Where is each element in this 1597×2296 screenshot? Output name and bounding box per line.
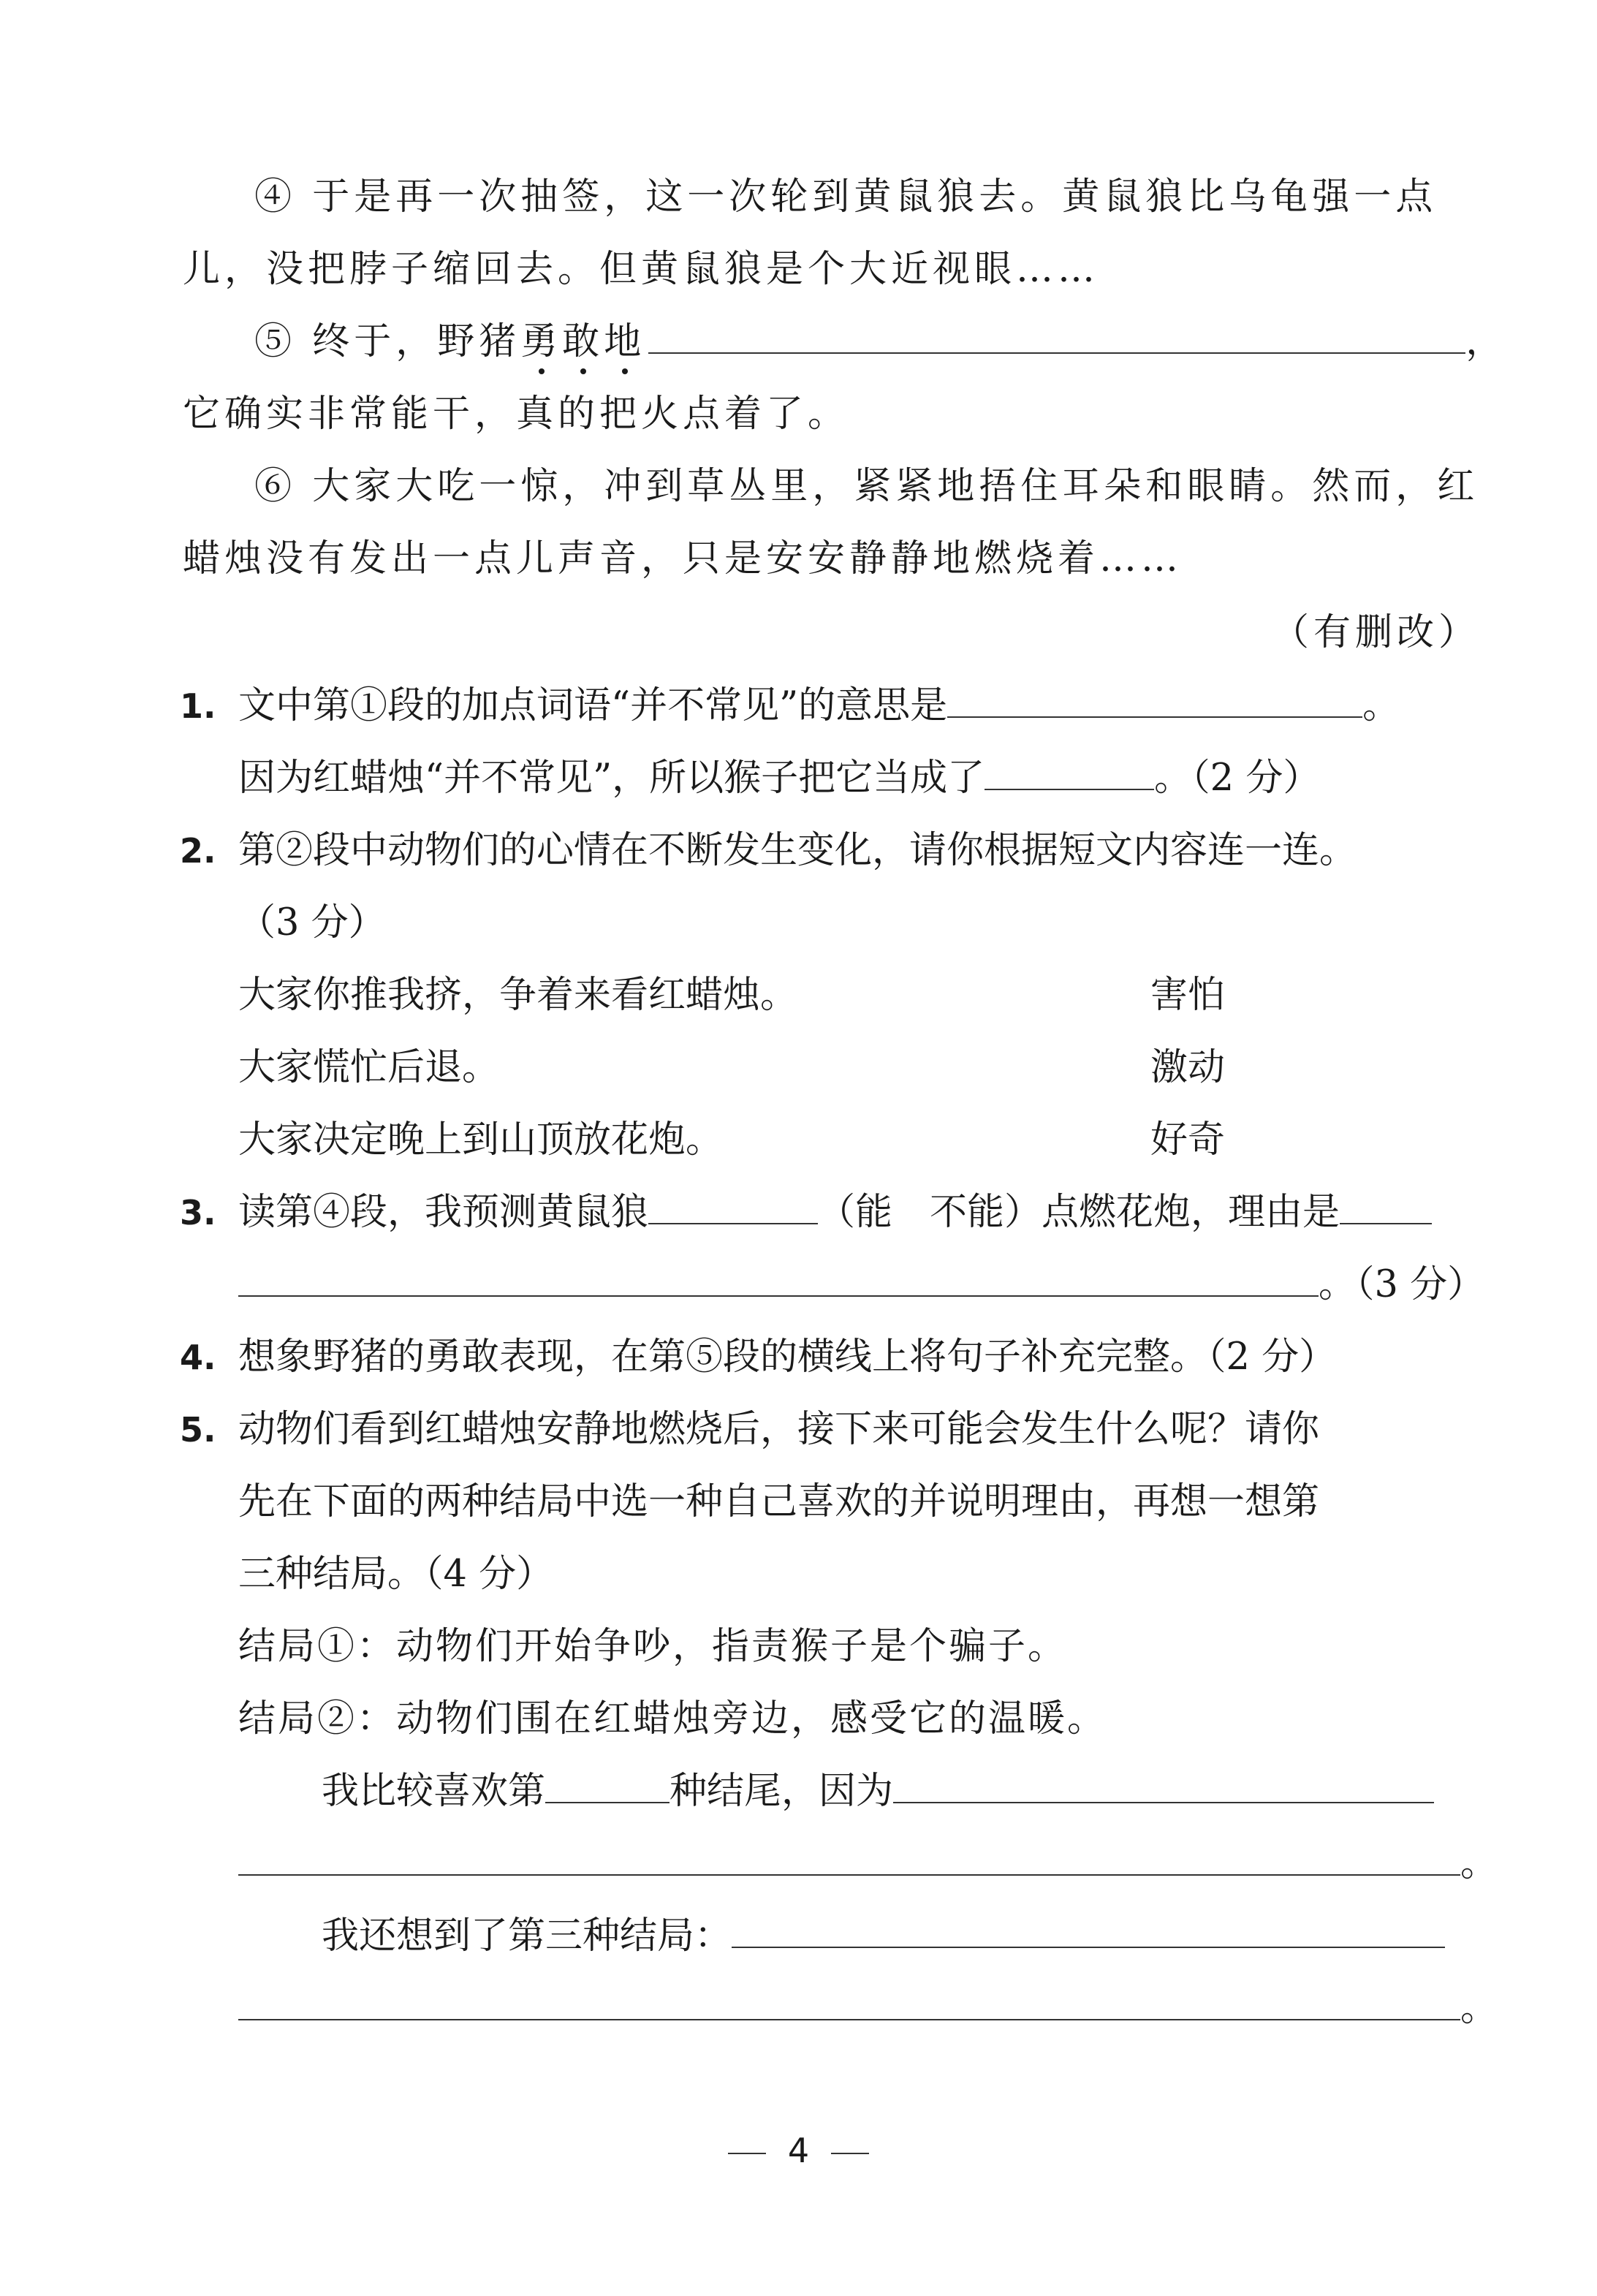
- emphasis-dot-char: 勇: [520, 320, 563, 363]
- question-3-score: 。（3 分）: [1319, 1263, 1485, 1306]
- footer-dash-left: [728, 2153, 766, 2154]
- match-left-item[interactable]: 大家慌忙后退。: [238, 1046, 500, 1089]
- question-5-prompt-1: [322, 1770, 1434, 1814]
- question-2-score: （3 分）: [238, 901, 386, 944]
- question-1-text-2: 因为红蜡烛“并不常见”，所以猴子把它当成了: [238, 757, 985, 800]
- prompt-1-text-2: 种结尾，因为: [669, 1770, 894, 1813]
- answer-blank-q5-reason[interactable]: [893, 1770, 1434, 1803]
- prompt-2-text: 我还想到了第三种结局：: [322, 1914, 732, 1958]
- emphasis-dot-char: 地: [604, 320, 646, 363]
- question-5-line-2: 先在下面的两种结局中选一种自己喜欢的并说明理由，再想一想第: [238, 1480, 1320, 1523]
- match-right-item[interactable]: 好奇: [1150, 1118, 1226, 1162]
- question-5-number: 5.: [180, 1410, 216, 1450]
- passage-paragraph-5-line-2: 它确实非常能干，真的把火点着了。: [183, 393, 850, 436]
- question-3-line-2: [238, 1263, 1484, 1307]
- question-3-line-1: [238, 1191, 1432, 1235]
- answer-blank-q3-reason-cont[interactable]: [238, 1263, 1319, 1297]
- passage-paragraph-4-line-1: ④ 于是再一次抽签，这一次轮到黄鼠狼去。黄鼠狼比乌龟强一点: [254, 175, 1438, 219]
- question-5-prompt-2: [322, 1914, 1445, 1958]
- question-1-number: 1.: [180, 686, 216, 726]
- question-2-text: 第②段中动物们的心情在不断发生变化，请你根据短文内容连一连。: [238, 829, 1357, 872]
- emphasis-dot-char: 敢: [562, 320, 604, 363]
- answer-blank-q3-reason[interactable]: [1340, 1191, 1432, 1224]
- match-left-item[interactable]: 大家决定晚上到山顶放花炮。: [238, 1118, 724, 1162]
- passage-paragraph-5-line-1: [254, 320, 1507, 364]
- question-3-text-2: （能 不能）点燃花炮，理由是: [818, 1191, 1340, 1234]
- question-1-period: 。: [1362, 684, 1400, 727]
- ending-1: 结局①：动物们开始争吵，指责猴子是个骗子。: [238, 1625, 1068, 1668]
- period: 。: [1460, 1987, 1498, 2030]
- question-5-prompt-2-cont: [238, 1987, 1498, 2031]
- question-1-line-2: [238, 757, 1320, 800]
- answer-blank-q3-prediction[interactable]: [648, 1191, 818, 1224]
- question-5-line-1: 动物们看到红蜡烛安静地燃烧后，接下来可能会发生什么呢？请你: [238, 1408, 1320, 1451]
- match-right-item[interactable]: 激动: [1150, 1046, 1226, 1089]
- passage-paragraph-6-line-2: 蜡烛没有发出一点儿声音，只是安安静静地燃烧着……: [183, 537, 1183, 580]
- source-note: （有删改）: [1271, 611, 1480, 654]
- ending-2: 结局②：动物们围在红蜡烛旁边，感受它的温暖。: [238, 1697, 1107, 1740]
- paragraph-5-prefix: ⑤ 终于，野猪: [254, 320, 521, 363]
- question-3-text: 读第④段，我预测黄鼠狼: [238, 1191, 649, 1234]
- match-left-item[interactable]: 大家你推我挤，争着来看红蜡烛。: [238, 974, 798, 1017]
- footer-dash-right: [831, 2153, 869, 2154]
- page-number: 4: [787, 2131, 810, 2170]
- answer-blank-q5-third-ending[interactable]: [732, 1914, 1445, 1948]
- question-4-text: 想象野猪的勇敢表现，在第⑤段的横线上将句子补充完整。（2 分）: [238, 1335, 1337, 1379]
- question-1-line-1: [238, 684, 1400, 728]
- question-2-number: 2.: [180, 831, 216, 871]
- question-5-prompt-1-cont: [238, 1842, 1498, 1886]
- answer-blank-q4[interactable]: [648, 320, 1465, 354]
- question-5-line-3: 三种结局。（4 分）: [238, 1553, 554, 1596]
- question-1-text: 文中第①段的加点词语“并不常见”的意思是: [238, 684, 948, 727]
- page-footer: [0, 2129, 1597, 2172]
- prompt-1-text: 我比较喜欢第: [322, 1770, 546, 1813]
- answer-blank-q5-reason-cont[interactable]: [238, 1842, 1460, 1876]
- answer-blank-q1-meaning[interactable]: [947, 684, 1362, 718]
- passage-paragraph-6-line-1: ⑥ 大家大吃一惊，冲到草丛里，紧紧地捂住耳朵和眼睛。然而，红: [254, 465, 1479, 508]
- period: 。: [1460, 1842, 1498, 1885]
- passage-paragraph-4-line-2: 儿，没把脖子缩回去。但黄鼠狼是个大近视眼……: [183, 248, 1100, 291]
- question-3-number: 3.: [180, 1193, 216, 1232]
- answer-blank-q1-mistaken[interactable]: [985, 757, 1154, 790]
- answer-blank-q5-choice[interactable]: [545, 1770, 669, 1803]
- answer-blank-q5-third-ending-cont[interactable]: [238, 1987, 1460, 2020]
- question-4-number: 4.: [180, 1338, 216, 1377]
- question-1-score: 。（2 分）: [1154, 757, 1321, 800]
- match-right-item[interactable]: 害怕: [1150, 974, 1226, 1017]
- paragraph-5-comma: ，: [1465, 320, 1508, 363]
